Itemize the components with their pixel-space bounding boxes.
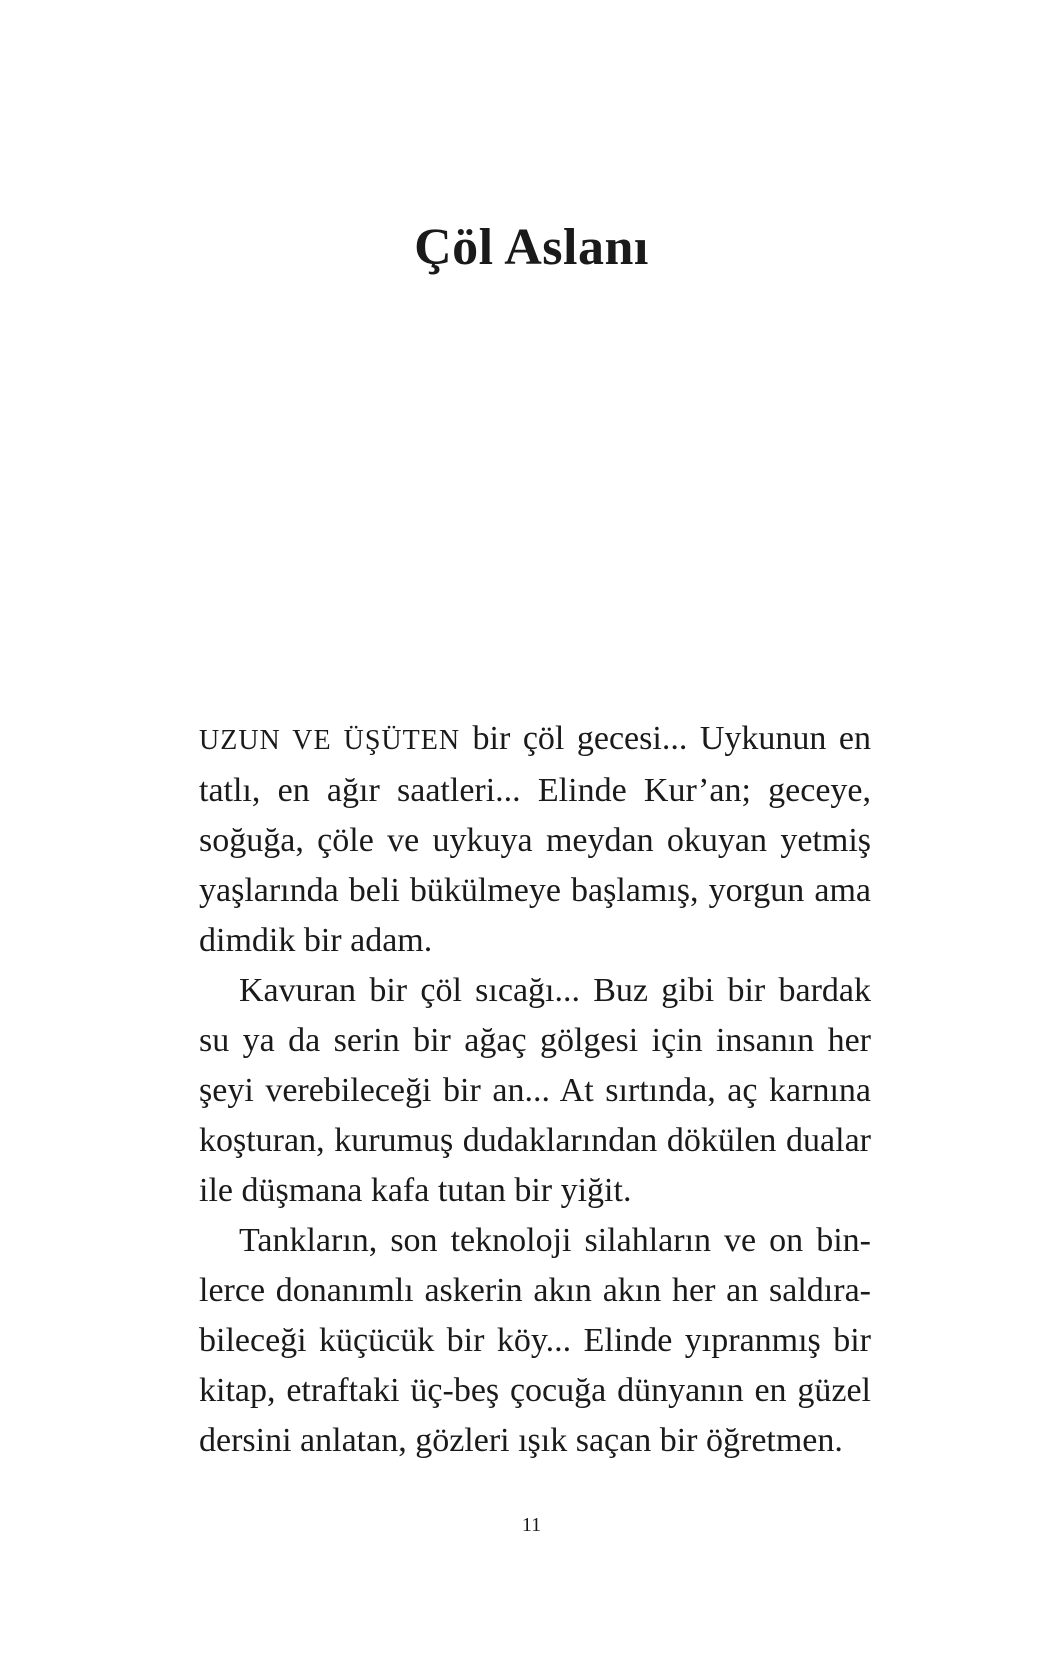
body-text [199,714,871,1466]
paragraph-1-text: bir çöl gecesi... Uykunun en tatlı, en ağır saatleri... Elinde Kur’an; geceye, soğuğa, çöle ve uykuya meydan okuyan yetmiş yaşlarında beli bükülmeye başlamış, yorgun ama dimdik bir adam. [199,720,871,959]
chapter-title: Çöl Aslanı [414,219,649,276]
paragraph-lead-in: UZUN VE ÜŞÜTEN [199,725,461,756]
paragraph-1 [199,714,871,966]
page-number: 11 [521,1514,542,1536]
paragraph-3: Tankların, son teknoloji silahların ve on binlerce donanımlı askerin akın akın her an saldırabileceği küçücük bir köy... Elinde yıpranmış bir kitap, etraftaki üç-beş çocuğa dünyanın en güzel dersini anlatan, gözleri ışık saçan bir öğretmen. [199,1222,871,1459]
paragraph-2: Kavuran bir çöl sıcağı... Buz gibi bir bardak su ya da serin bir ağaç gölgesi için insanın her şeyi verebileceği bir an... At sırtında, aç karnına koşturan, kurumuş dudaklarından dökülen dualar ile düşmana kafa tutan bir yiğit. [199,972,871,1209]
